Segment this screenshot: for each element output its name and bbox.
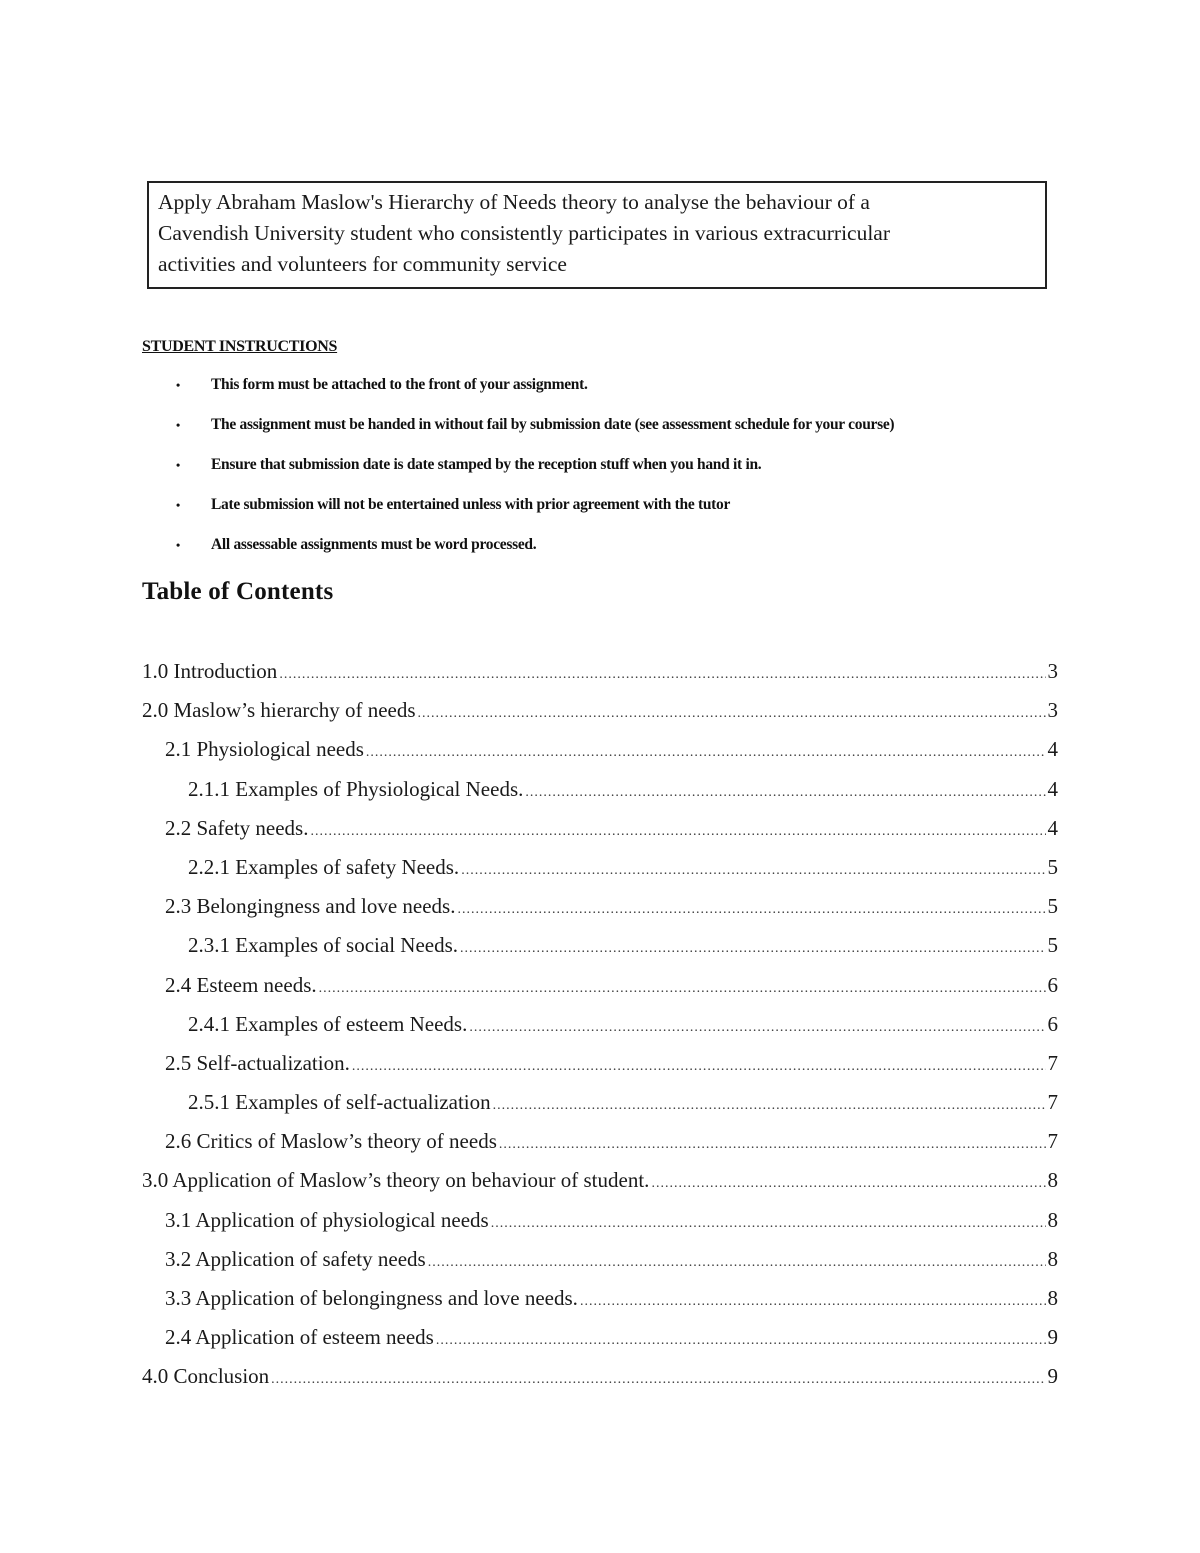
toc-entry[interactable]	[142, 691, 1058, 730]
toc-entry[interactable]	[142, 1005, 1058, 1044]
toc-entry-label: 2.3 Belongingness and love needs.	[165, 894, 456, 919]
toc-page-number: 8	[1047, 1168, 1058, 1193]
toc-page-number: 6	[1047, 972, 1058, 997]
toc-entry[interactable]	[142, 1044, 1058, 1083]
toc-page-number: 4	[1047, 776, 1058, 801]
toc-page-number: 3	[1047, 698, 1058, 723]
toc-page-number: 7	[1047, 1050, 1058, 1075]
toc-entry-label: 2.6 Critics of Maslow’s theory of needs	[165, 1129, 497, 1154]
toc-entry[interactable]	[142, 770, 1058, 809]
toc-entry-label: 2.0 Maslow’s hierarchy of needs	[142, 698, 416, 723]
instructions-list	[142, 372, 894, 572]
toc-entry-label: 3.3 Application of belongingness and love needs.	[165, 1286, 578, 1310]
dot-leader	[580, 1282, 1046, 1321]
bullet-icon: •	[176, 538, 180, 552]
dot-leader	[352, 1047, 1046, 1086]
toc-entry-label: 2.2 Safety needs.	[165, 815, 309, 840]
toc-entry-label: 2.5.1 Examples of self-actualization	[188, 1090, 491, 1115]
toc-entry-label: 3.0 Application of Maslow’s theory on behaviour of student.	[142, 1168, 650, 1193]
toc-entry-label: 2.1.1 Examples of Physiological Needs.	[188, 776, 524, 801]
dot-leader	[428, 1243, 1046, 1282]
toc-page-number: 8	[1047, 1286, 1058, 1310]
dot-leader	[319, 969, 1046, 1008]
toc-entry[interactable]	[142, 730, 1058, 769]
toc-page-number: 5	[1047, 854, 1058, 879]
toc-page-number: 4	[1047, 737, 1058, 762]
toc-entry[interactable]	[142, 1201, 1058, 1240]
bullet-icon: •	[176, 458, 180, 472]
toc-entry-label: 2.3.1 Examples of social Needs.	[188, 933, 459, 958]
toc-page-number: 5	[1047, 933, 1058, 958]
toc-entry-label: 4.0 Conclusion	[142, 1364, 270, 1389]
toc-entry[interactable]	[142, 809, 1058, 848]
toc-page-number: 4	[1047, 815, 1058, 840]
toc-entry[interactable]	[142, 1279, 1058, 1318]
instruction-item	[142, 452, 894, 492]
toc-page-number: 7	[1047, 1129, 1058, 1154]
instruction-text: The assignment must be handed in without fail by submission date (see assessment schedule for your course)	[211, 416, 895, 433]
toc-entry-label: 2.2.1 Examples of safety Needs.	[188, 854, 460, 879]
toc-page-number: 8	[1047, 1207, 1058, 1232]
dot-leader	[491, 1204, 1046, 1243]
instruction-text: All assessable assignments must be word processed.	[211, 536, 537, 553]
toc-page-number: 6	[1047, 1011, 1058, 1036]
question-line: activities and volunteers for community service	[158, 252, 567, 276]
toc-entry[interactable]	[142, 1122, 1058, 1161]
dot-leader	[469, 1008, 1045, 1047]
dot-leader	[525, 773, 1045, 812]
toc-entry-label: 2.4 Application of esteem needs	[165, 1325, 434, 1350]
bullet-icon: •	[176, 418, 180, 432]
toc-heading: Table of Contents	[142, 578, 334, 605]
toc-entry[interactable]	[142, 1357, 1058, 1396]
toc-page-number: 3	[1047, 659, 1058, 683]
toc-entry[interactable]	[142, 887, 1058, 926]
dot-leader	[271, 1360, 1045, 1399]
toc-page-number: 8	[1047, 1246, 1058, 1271]
assignment-question-box	[147, 181, 1047, 289]
instruction-item	[142, 532, 894, 572]
dot-leader	[418, 694, 1046, 733]
dot-leader	[493, 1086, 1046, 1125]
toc-entry-label: 2.4.1 Examples of esteem Needs.	[188, 1011, 468, 1036]
dot-leader	[457, 890, 1045, 929]
toc-entry-label: 3.1 Application of physiological needs	[165, 1207, 489, 1232]
toc-page-number: 5	[1047, 894, 1058, 919]
toc-entry-label: 1.0 Introduction	[142, 659, 278, 683]
instruction-item	[142, 412, 894, 452]
toc-entry[interactable]	[142, 926, 1058, 965]
toc-entry[interactable]	[142, 652, 1058, 691]
toc-page-number: 9	[1047, 1364, 1058, 1389]
question-line: Apply Abraham Maslow's Hierarchy of Needs theory to analyse the behaviour of a	[158, 190, 870, 214]
toc-page-number: 7	[1047, 1090, 1058, 1115]
dot-leader	[460, 929, 1045, 968]
bullet-icon: •	[176, 498, 180, 512]
toc-entry[interactable]	[142, 1318, 1058, 1357]
instructions-heading: STUDENT INSTRUCTIONS	[142, 338, 338, 355]
toc-page-number: 9	[1047, 1325, 1058, 1350]
instruction-item	[142, 492, 894, 532]
toc-entry[interactable]	[142, 1161, 1058, 1200]
table-of-contents	[142, 652, 1058, 1397]
dot-leader	[279, 655, 1045, 694]
dot-leader	[461, 851, 1045, 890]
toc-entry-label: 2.4 Esteem needs.	[165, 972, 317, 997]
toc-entry-label: 2.1 Physiological needs	[165, 737, 364, 762]
toc-entry-label: 2.5 Self-actualization.	[165, 1050, 350, 1075]
toc-entry[interactable]	[142, 848, 1058, 887]
instruction-text: This form must be attached to the front of your assignment.	[211, 376, 588, 393]
instruction-text: Ensure that submission date is date stamped by the reception stuff when you hand it in.	[211, 456, 762, 473]
toc-entry[interactable]	[142, 1083, 1058, 1122]
instruction-text: Late submission will not be entertained unless with prior agreement with the tutor	[211, 496, 731, 513]
toc-entry[interactable]	[142, 1240, 1058, 1279]
dot-leader	[366, 733, 1046, 772]
dot-leader	[499, 1125, 1046, 1164]
dot-leader	[651, 1164, 1045, 1203]
toc-entry-label: 3.2 Application of safety needs	[165, 1246, 426, 1271]
dot-leader	[436, 1321, 1046, 1360]
bullet-icon: •	[176, 378, 180, 392]
question-line: Cavendish University student who consistently participates in various extracurricular	[158, 221, 891, 245]
dot-leader	[310, 812, 1045, 851]
toc-entry[interactable]	[142, 966, 1058, 1005]
instruction-item	[142, 372, 894, 412]
